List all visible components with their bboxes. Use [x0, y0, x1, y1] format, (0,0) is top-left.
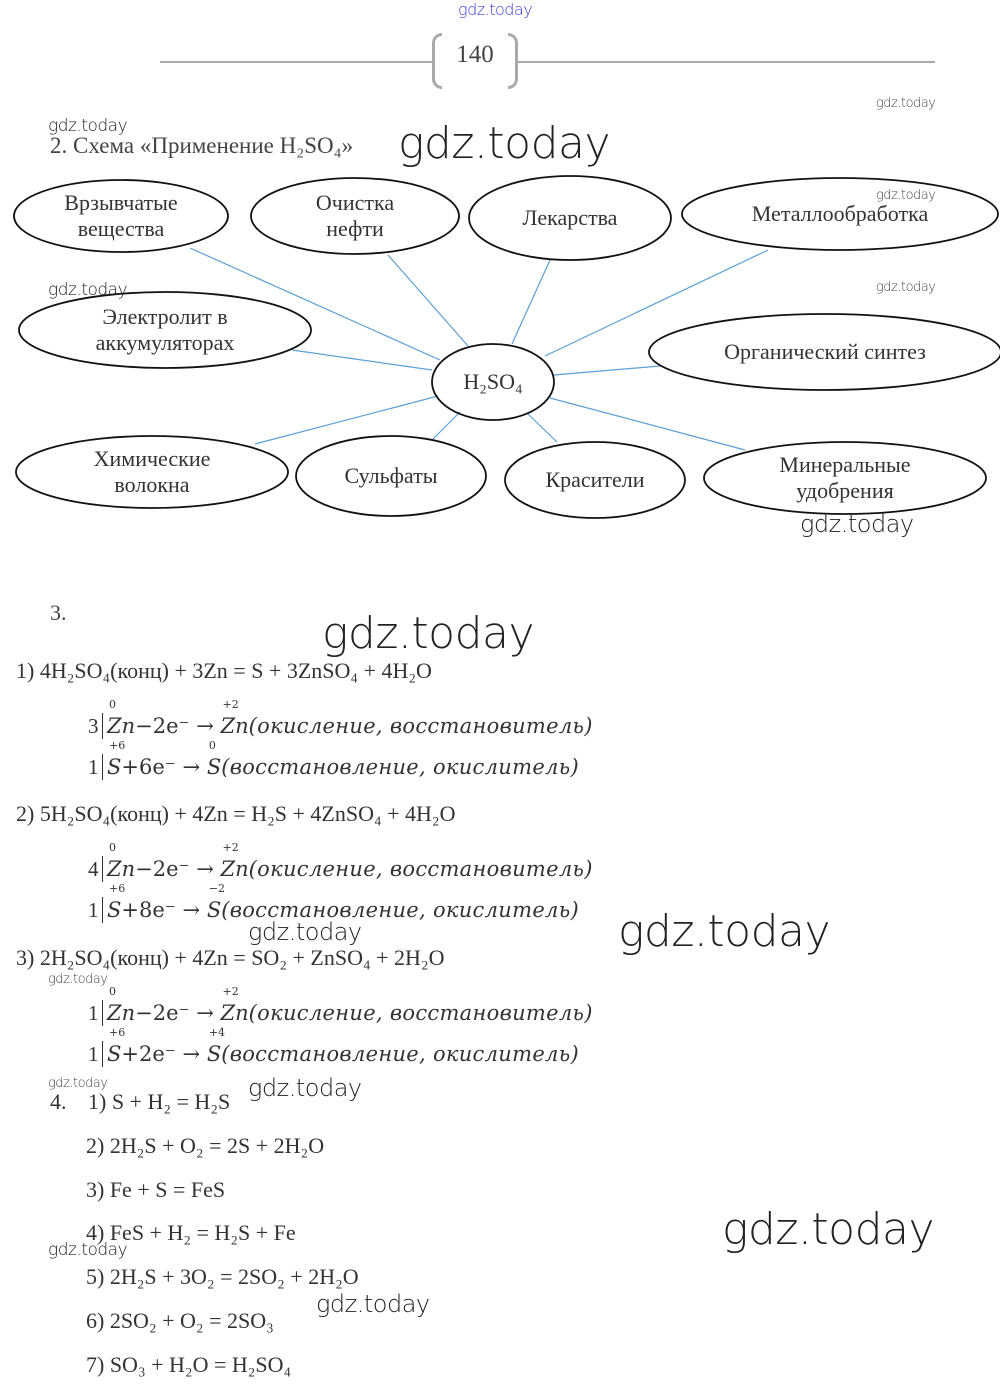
watermark: gdz.today	[48, 116, 128, 136]
oxidation-state: +2	[222, 985, 239, 998]
product-species	[206, 1026, 226, 1066]
product-species	[206, 739, 222, 779]
watermark: gdz.today	[248, 918, 362, 946]
watermark: gdz.today	[48, 972, 108, 987]
element-symbol: S	[107, 1042, 122, 1066]
product-species	[220, 698, 249, 738]
section2-title: 2. Схема «Применение H₂SO₄»	[50, 133, 354, 158]
node-label: Минеральные	[779, 452, 911, 477]
node-label: нефти	[326, 216, 384, 241]
oxidation-state: 0	[109, 698, 116, 711]
element-symbol: Zn	[107, 1001, 136, 1025]
node-label: Красители	[545, 467, 645, 492]
node-fertilizers	[779, 452, 910, 504]
product-species	[220, 841, 249, 881]
watermark: gdz.today	[48, 1076, 108, 1091]
product-species	[220, 985, 249, 1025]
link-electrolyte	[292, 350, 432, 370]
oxidized-species	[107, 1026, 126, 1066]
watermark: gdz.today	[800, 510, 914, 538]
node-fibers	[94, 446, 211, 498]
node-label: Очистка	[315, 190, 395, 215]
transformation-item: 6) 2SO₂ + O₂ = 2SO₃	[86, 1308, 274, 1333]
half-reaction	[88, 1026, 579, 1067]
node-label: Химические	[93, 446, 211, 471]
node-center: H₂SO₄	[463, 369, 523, 394]
transformation-item: 5) 2H₂S + 3O₂ = 2SO₂ + 2H₂O	[86, 1264, 359, 1290]
half-reaction	[88, 985, 593, 1026]
node-sulfates	[344, 463, 437, 489]
node-label: удобрения	[796, 478, 894, 503]
node-label: Органический синтез	[724, 339, 926, 364]
node-dyes	[545, 467, 644, 493]
element-symbol: Zn	[220, 714, 249, 738]
node-label: Электролит в	[102, 304, 228, 329]
oxidized-species	[107, 841, 136, 881]
oxidation-state: 0	[208, 739, 216, 752]
node-label: Сульфаты	[344, 463, 438, 488]
node-label: Лекарства	[522, 205, 618, 230]
oxidation-state: +6	[109, 882, 126, 895]
watermark: gdz.today	[316, 1290, 430, 1318]
node-oil	[316, 190, 394, 242]
element-symbol: S	[206, 755, 222, 779]
reaction-equation: 3) 2H₂SO₄(конц) + 4Zn = SO₂ + ZnSO₄ + 2H₂O	[16, 945, 445, 970]
product-species	[206, 882, 226, 922]
balance-bar	[102, 856, 103, 882]
electron-coefficient: 1	[88, 755, 99, 779]
node-organic	[724, 339, 926, 365]
element-symbol: Zn	[220, 1001, 249, 1025]
electron-transfer: −2e⁻ →	[135, 857, 221, 881]
transformation-item: 7) SO₃ + H₂O = H₂SO₄	[86, 1351, 292, 1377]
node-medicine	[523, 205, 618, 231]
electron-coefficient: 3	[88, 714, 99, 738]
link-oil	[388, 255, 468, 346]
process-note: (восстановление, окислитель)	[221, 1042, 579, 1066]
node-label: вещества	[77, 216, 165, 241]
watermark: gdz.today	[876, 188, 936, 203]
oxidized-species	[107, 739, 126, 779]
element-symbol: S	[107, 898, 122, 922]
watermark: gdz.today	[322, 608, 535, 659]
transformation-item: 4) FeS + H₂ = H₂S + Fe	[86, 1220, 296, 1246]
oxidation-state: +2	[222, 698, 239, 711]
half-reaction	[88, 698, 593, 739]
oxidation-state: +6	[109, 1026, 126, 1039]
electron-coefficient: 1	[88, 898, 99, 922]
node-electrolyte	[96, 304, 235, 356]
half-reaction	[88, 739, 579, 780]
electron-coefficient: 4	[88, 857, 99, 881]
element-symbol: Zn	[107, 857, 136, 881]
watermark: gdz.today	[48, 280, 128, 300]
watermark: gdz.today	[398, 118, 611, 169]
electron-transfer: +8e⁻ →	[121, 898, 207, 922]
watermark: gdz.today	[618, 906, 831, 957]
electron-transfer: +6e⁻ →	[121, 755, 207, 779]
element-symbol: S	[206, 898, 222, 922]
watermark: gdz.today	[876, 280, 936, 295]
transformation-item: 2) 2H₂S + O₂ = 2S + 2H₂O	[86, 1132, 325, 1158]
balance-bar	[102, 1041, 103, 1067]
section4-label: 4.	[50, 1089, 67, 1114]
oxidized-species	[107, 698, 136, 738]
node-label: аккумуляторах	[95, 330, 235, 355]
oxidation-state: 0	[109, 985, 116, 998]
node-label: Врзывчатые	[64, 190, 178, 215]
transformation-item: 3) Fe + S = FeS	[86, 1176, 226, 1202]
process-note: (восстановление, окислитель)	[221, 755, 579, 779]
link-organic	[554, 366, 660, 375]
element-symbol: Zn	[220, 857, 249, 881]
transformation-item: 1) S + H₂ = H₂S	[88, 1089, 231, 1114]
section3-label: 3.	[50, 600, 67, 625]
process-note: (окисление, восстановитель)	[248, 714, 593, 738]
process-note: (окисление, восстановитель)	[248, 857, 593, 881]
watermark: gdz.today	[458, 0, 533, 19]
oxidized-species	[107, 882, 126, 922]
element-symbol: S	[107, 755, 122, 779]
balance-bar	[102, 754, 103, 780]
watermark: gdz.today	[248, 1074, 362, 1102]
electron-transfer: −2e⁻ →	[135, 714, 221, 738]
electron-transfer: +2e⁻ →	[121, 1042, 207, 1066]
watermark: gdz.today	[48, 1240, 128, 1260]
reaction-equation: 1) 4H₂SO₄(конц) + 3Zn = S + 3ZnSO₄ + 4H₂O	[16, 658, 432, 683]
reaction-equation: 2) 5H₂SO₄(конц) + 4Zn = H₂S + 4ZnSO₄ + 4H₂O	[16, 801, 456, 826]
node-label: волокна	[114, 472, 190, 497]
element-symbol: Zn	[107, 714, 136, 738]
node-metalwork	[752, 201, 928, 227]
balance-bar	[102, 1000, 103, 1026]
balance-bar	[102, 897, 103, 923]
link-medicine	[512, 260, 550, 344]
electron-coefficient: 1	[88, 1042, 99, 1066]
balance-bar	[102, 713, 103, 739]
process-note: (окисление, восстановитель)	[248, 1001, 593, 1025]
page-number: 140	[456, 41, 494, 68]
half-reaction	[88, 841, 593, 882]
node-label: Металлообработка	[751, 201, 929, 226]
watermark: gdz.today	[876, 96, 936, 111]
oxidation-state: 0	[109, 841, 116, 854]
process-note: (восстановление, окислитель)	[221, 898, 579, 922]
node-explosives	[64, 190, 177, 242]
oxidized-species	[107, 985, 136, 1025]
link-dyes	[528, 414, 557, 442]
oxidation-state: +4	[208, 1026, 226, 1039]
element-symbol: S	[206, 1042, 222, 1066]
oxidation-state: −2	[208, 882, 226, 895]
watermark: gdz.today	[722, 1204, 935, 1255]
oxidation-state: +6	[109, 739, 126, 752]
oxidation-state: +2	[222, 841, 239, 854]
electron-transfer: −2e⁻ →	[135, 1001, 221, 1025]
link-sulfates	[432, 412, 460, 440]
electron-coefficient: 1	[88, 1001, 99, 1025]
